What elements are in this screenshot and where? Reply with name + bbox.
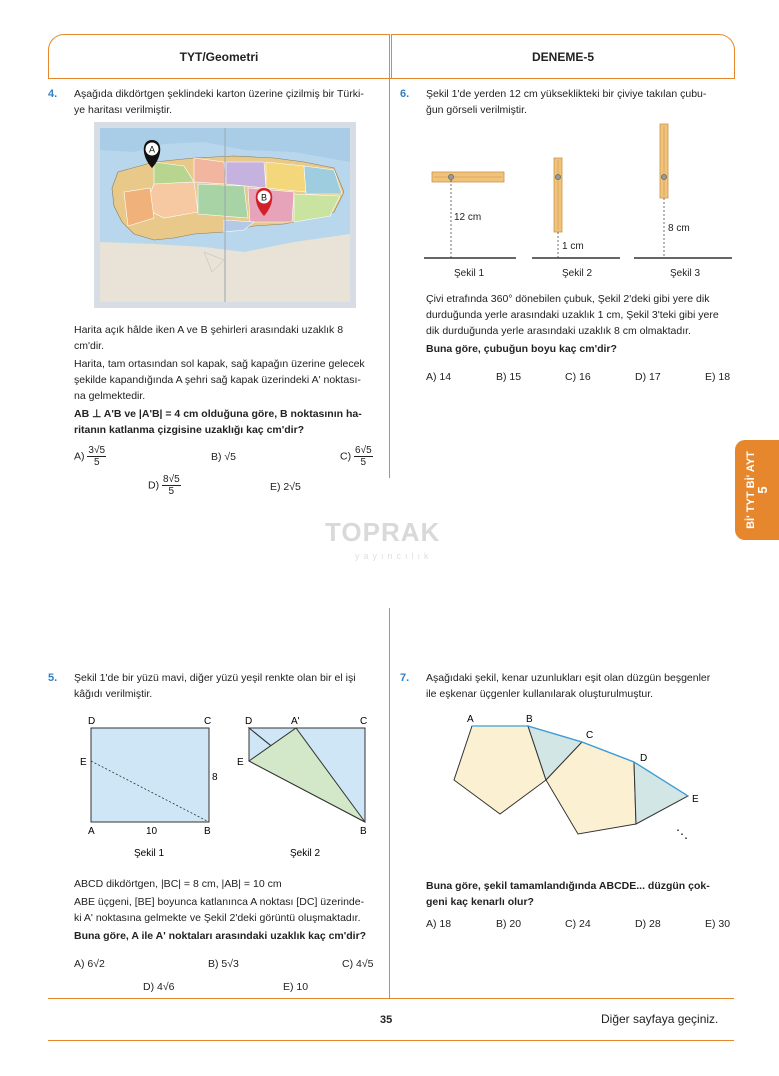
q5-question: Buna göre, A ile A' noktaları arasındaki uzaklık kaç cm'dir?: [74, 930, 367, 942]
fig-caption-sekil1: Şekil 1: [454, 268, 485, 279]
q4-turkey-map: [94, 122, 356, 308]
q5-option-b[interactable]: [208, 958, 239, 970]
q7-number: 7.: [400, 672, 410, 684]
map-pin-b-label: B: [260, 192, 268, 203]
q5-option-e-label: E): [283, 981, 294, 993]
q5-number: 5.: [48, 672, 58, 684]
fig1-label-d: D: [88, 716, 96, 727]
fig-caption-sekil3: Şekil 3: [670, 268, 701, 279]
column-divider-top: [389, 78, 390, 478]
q7-intro-line1: Aşağıdaki şekil, kenar uzunlukları eşit olan düzgün beşgenler: [426, 672, 711, 684]
q4-option-a[interactable]: [74, 445, 106, 468]
q5-option-c-label: C): [342, 958, 354, 970]
side-tab: [735, 440, 779, 540]
q7-label-d: D: [640, 753, 648, 764]
q4-intro-line2: ye haritası verilmiştir.: [74, 104, 173, 116]
q6-question: Buna göre, çubuğun boyu kaç cm'dir?: [426, 343, 617, 355]
q4-option-d-label: D): [148, 479, 160, 492]
q7-continuation-dots: ⋱: [676, 827, 688, 841]
q4-option-d[interactable]: [148, 474, 181, 497]
next-page-note: Diğer sayfaya geçiniz.: [601, 1012, 719, 1026]
q7-option-e[interactable]: E) 30: [705, 918, 731, 930]
q4-number: 4.: [48, 88, 58, 100]
q7-option-d[interactable]: D) 28: [635, 918, 661, 930]
fig-label-1cm: 1 cm: [562, 241, 584, 252]
q6-intro-line1: Şekil 1'de yerden 12 cm yükseklikteki bir çiviye takılan çubu-: [426, 88, 707, 100]
q4-option-a-num: 3√5: [88, 445, 106, 456]
q4-option-d-den: 5: [168, 486, 175, 497]
q4-option-d-fraction: [162, 474, 181, 497]
q4-option-b-label: B): [211, 451, 222, 463]
column-divider-bottom: [389, 608, 390, 998]
q5-paper-figures: [74, 708, 384, 868]
q4-option-c-label: C): [340, 450, 352, 463]
q6-option-a[interactable]: A) 14: [426, 371, 452, 383]
q6-text-line2: durduğunda yerle arasındaki uzaklık 1 cm, Şekil 3'teki gibi yere: [426, 309, 719, 321]
q4-option-c-fraction: [354, 445, 373, 468]
q5-text-line2: ABE üçgeni, [BE] boyunca katlanınca A noktası [DC] üzerinde-: [74, 896, 365, 908]
q4-text-line4: şekilde kapandığında A şehri sağ kapak üzerindeki A' noktası-: [74, 374, 361, 386]
q5-option-b-label: B): [208, 958, 219, 970]
q7-option-a[interactable]: A) 18: [426, 918, 452, 930]
q6-option-b[interactable]: B) 15: [496, 371, 522, 383]
q6-intro-line2: ğun görseli verilmiştir.: [426, 104, 527, 116]
fig1-caption: Şekil 1: [134, 848, 165, 859]
q7-label-b: B: [526, 714, 533, 725]
q5-option-d-label: D): [143, 981, 155, 993]
q7-label-e: E: [692, 794, 699, 805]
fig1-label-a: A: [88, 826, 95, 837]
fig2-label-d: D: [245, 716, 253, 727]
q4-option-c-num: 6√5: [355, 445, 372, 456]
q7-question-line2: geni kaç kenarlı olur?: [426, 896, 534, 908]
q6-text-line3: dik durduğunda yerle arasındaki uzaklık 8 cm olmaktadır.: [426, 325, 691, 337]
q7-intro-line2: ile eşkenar üçgenler kullanılarak oluşturulmuştur.: [426, 688, 654, 700]
side-tab-line2: 5: [755, 486, 770, 494]
q6-text-line1: Çivi etrafında 360° dönebilen çubuk, Şekil 2'deki gibi yere dik: [426, 293, 710, 305]
footer-divider-top: [48, 998, 734, 999]
fig2-label-c: C: [360, 716, 368, 727]
q5-option-a[interactable]: [74, 958, 105, 970]
q4-option-a-label: A): [74, 450, 85, 463]
q4-option-e-value: 2√5: [283, 481, 301, 493]
q4-option-a-den: 5: [93, 457, 100, 468]
q4-text-line3: Harita, tam ortasından sol kapak, sağ kapağın üzerine gelecek: [74, 358, 365, 370]
q4-option-a-fraction: [87, 445, 106, 468]
q6-number: 6.: [400, 88, 410, 100]
map-pin-a-label: A: [148, 144, 156, 155]
fig-caption-sekil2: Şekil 2: [562, 268, 593, 279]
q4-intro-line1: Aşağıda dikdörtgen şeklindeki karton üzerine çizilmiş bir Türki-: [74, 88, 364, 100]
q4-option-e[interactable]: [270, 481, 301, 493]
watermark-sub: yayıncılık: [355, 551, 433, 561]
q4-option-c-den: 5: [360, 457, 367, 468]
q4-question-line2: ritanın katlanma çizgisine uzaklığı kaç cm'dir?: [74, 424, 305, 436]
q6-option-d[interactable]: D) 17: [635, 371, 661, 383]
fig-label-8cm: 8 cm: [668, 223, 690, 234]
header-subject: [48, 34, 390, 79]
q5-intro-line2: kâğıdı verilmiştir.: [74, 688, 153, 700]
q6-stick-figures: [420, 118, 740, 284]
fig2-label-aprime: A': [291, 716, 300, 727]
q5-option-c[interactable]: [342, 958, 373, 970]
q5-option-d-value: 4√6: [157, 981, 175, 993]
q4-question-line1: AB ⊥ A'B ve |A'B| = 4 cm olduğuna göre, B noktasının ha-: [74, 408, 362, 420]
q6-option-e[interactable]: E) 18: [705, 371, 731, 383]
header-subject-text: TYT/Geometri: [179, 50, 259, 64]
fig2-label-b: B: [360, 826, 367, 837]
watermark-logo: TOPRAK: [325, 517, 441, 547]
q4-option-b[interactable]: [211, 451, 236, 463]
q5-text-line1: ABCD dikdörtgen, |BC| = 8 cm, |AB| = 10 cm: [74, 878, 282, 890]
q4-option-b-value: √5: [224, 451, 237, 463]
q5-option-a-value: 6√2: [87, 958, 105, 970]
q5-intro-line1: Şekil 1'de bir yüzü mavi, diğer yüzü yeşil renkte olan bir el işi: [74, 672, 356, 684]
q7-label-a: A: [467, 714, 474, 725]
fig-label-12cm: 12 cm: [454, 212, 482, 223]
q5-option-c-value: 4√5: [356, 958, 374, 970]
q4-text-line2: cm'dir.: [74, 340, 105, 352]
fig2-caption: Şekil 2: [290, 848, 321, 859]
q5-option-b-value: 5√3: [221, 958, 239, 970]
q7-question-line1: Buna göre, şekil tamamlandığında ABCDE... düzgün çok-: [426, 880, 710, 892]
q5-option-d[interactable]: [143, 981, 174, 993]
q7-label-c: C: [586, 730, 594, 741]
q5-text-line3: ki A' noktasına gelmekte ve Şekil 2'deki görüntü oluşmaktadır.: [74, 912, 361, 924]
page-number: 35: [380, 1014, 393, 1026]
q7-option-b[interactable]: B) 20: [496, 918, 522, 930]
q7-polygon-figure: [440, 710, 720, 850]
q4-text-line5: na gelmektedir.: [74, 390, 146, 402]
side-tab-line1: Bİ' TYT Bİ' AYT: [745, 451, 757, 529]
fig1-label-b: B: [204, 826, 211, 837]
q4-text-line1: Harita açık hâlde iken A ve B şehirleri arasındaki uzaklık 8: [74, 324, 344, 336]
q6-option-c[interactable]: C) 16: [565, 371, 591, 383]
fig1-label-e: E: [80, 757, 87, 768]
q4-option-e-label: E): [270, 481, 281, 493]
q5-option-e[interactable]: [283, 981, 308, 993]
q4-option-c[interactable]: [340, 445, 373, 468]
header-divider: [48, 78, 734, 79]
fig1-label-bottom: 10: [146, 826, 158, 837]
side-tab-text: [745, 451, 769, 529]
q7-option-c[interactable]: C) 24: [565, 918, 591, 930]
q5-option-e-value: 10: [296, 981, 309, 993]
header-exam: [391, 34, 735, 79]
fig1-label-c: C: [204, 716, 212, 727]
header-exam-text: DENEME-5: [531, 50, 594, 64]
fig2-label-e: E: [237, 757, 244, 768]
footer-divider-bottom: [48, 1040, 734, 1041]
fig1-label-side: 8: [212, 772, 218, 783]
q4-option-d-num: 8√5: [163, 474, 180, 485]
q5-option-a-label: A): [74, 958, 85, 970]
